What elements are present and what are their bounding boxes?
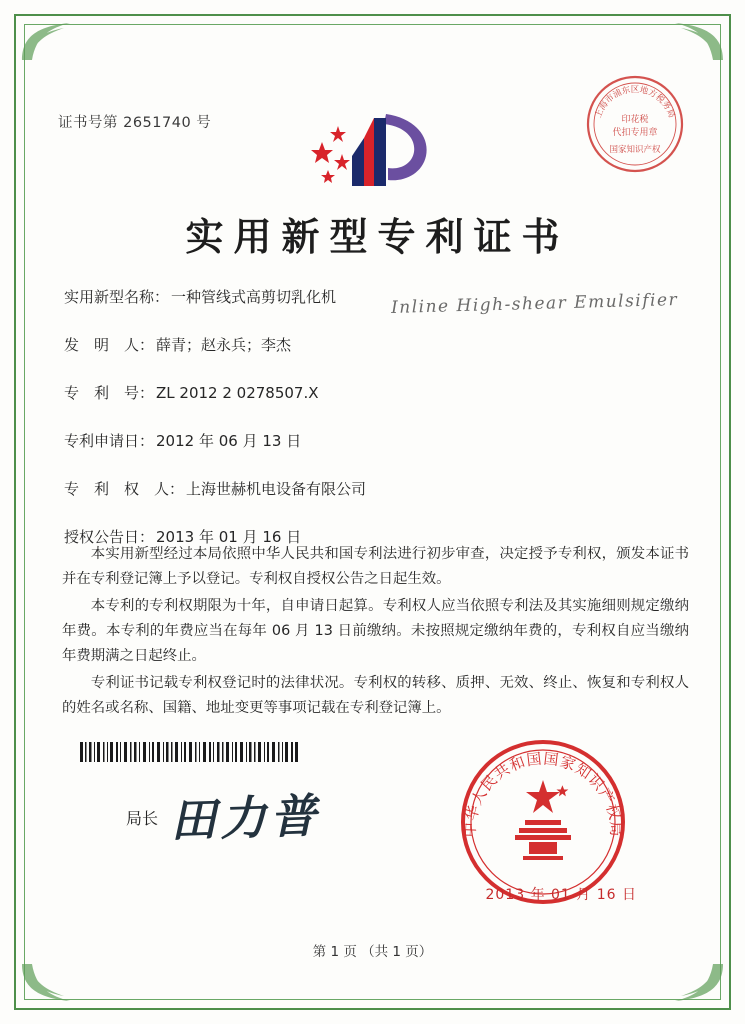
svg-text:上海市浦东区地方税务局: 上海市浦东区地方税务局 [593, 85, 677, 120]
director-label: 局长 [126, 809, 159, 828]
field-value: 2013 年 01 月 16 日 [156, 528, 302, 546]
field-label: 专利申请日： [64, 432, 155, 450]
sipo-emblem-icon [308, 108, 438, 192]
field-list [64, 286, 689, 574]
director-signature: 田力普 [169, 788, 322, 848]
body-paragraph: 本实用新型经过本局依照中华人民共和国专利法进行初步审查，决定授予专利权，颁发本证书并在专利登记簿上予以登记。专利权自授权公告之日起生效。 [62, 546, 689, 587]
svg-text:中华人民共和国国家知识产权局: 中华人民共和国国家知识产权局 [460, 749, 626, 838]
certificate-number: 证书号第 2651740 号 [58, 115, 212, 131]
field-value: 一种管线式高剪切乳化机 [171, 288, 337, 306]
field-patentee [64, 478, 689, 499]
field-value: 2012 年 06 月 13 日 [156, 432, 302, 450]
svg-text:印花税: 印花税 [621, 115, 649, 125]
field-label: 授权公告日： [64, 528, 155, 546]
field-label: 专 利 权 人： [64, 480, 185, 498]
field-value: ZL 2012 2 0278507.X [156, 384, 319, 402]
page-title: 实用新型专利证书 [185, 214, 570, 259]
page-footer: 第 1 页 （共 1 页） [312, 944, 433, 960]
body-paragraph: 本专利的专利权期限为十年，自申请日起算。专利权人应当依照专利法及其实施细则规定缴纳年费。本专利的年费应当在每年 06 月 13 日前缴纳。未按照规定缴纳年费的，专利权自应当缴纳年费期满之日起终止。 [62, 598, 689, 664]
svg-text:国家知识产权: 国家知识产权 [609, 145, 661, 155]
handwritten-annotation: Inline High-shear Emulsifier [390, 289, 679, 319]
field-patent-number [64, 382, 689, 403]
field-label: 专 利 号： [64, 384, 155, 402]
body-text [62, 542, 689, 723]
national-emblem-seal-icon [457, 736, 629, 908]
field-inventor [64, 334, 689, 355]
barcode-icon [80, 742, 300, 762]
field-value: 上海世赫机电设备有限公司 [186, 480, 367, 498]
body-paragraph: 专利证书记载专利权登记时的法律状况。专利权的转移、质押、无效、终止、恢复和专利权人的姓名或名称、国籍、地址变更等事项记载在专利登记簿上。 [62, 675, 689, 716]
field-label: 发 明 人： [64, 336, 155, 354]
field-label: 实用新型名称： [64, 288, 170, 306]
seal-date: 2013 年 01 月 16 日 [485, 887, 637, 903]
field-value: 薛青；赵永兵；李杰 [156, 336, 292, 354]
svg-text:代扣专用章: 代扣专用章 [612, 128, 658, 138]
tax-stamp-seal-icon [583, 72, 687, 176]
field-application-date [64, 430, 689, 451]
